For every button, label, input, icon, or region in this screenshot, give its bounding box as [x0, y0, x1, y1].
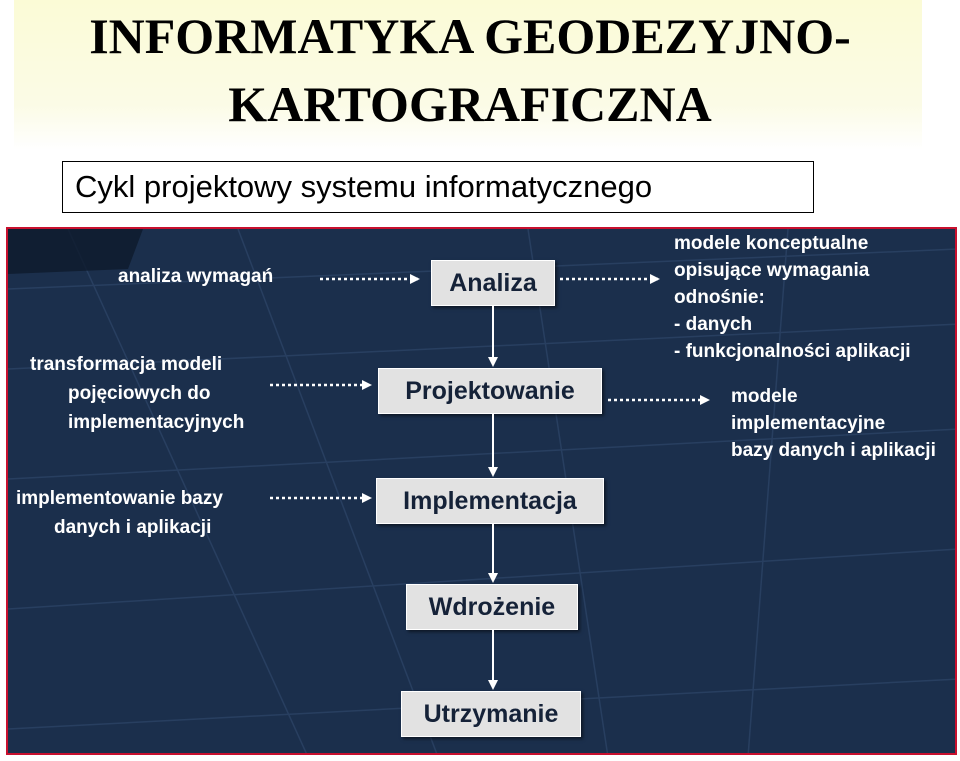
- connector-arrows: [8, 229, 957, 755]
- step-implementacja: Implementacja: [376, 478, 604, 524]
- step-analiza: Analiza: [431, 260, 555, 306]
- note-implementowanie: implementowanie bazy danych i aplikacji: [16, 488, 223, 538]
- step-utrzymanie: Utrzymanie: [401, 691, 581, 737]
- note-transformacja-modeli: transformacja modeli pojęciowych do implementacyjnych: [30, 354, 245, 433]
- note-modele-konceptualne: modele konceptualne opisujące wymagania odnośnie: - danych - funkcjonalności aplikacji: [674, 233, 911, 362]
- subtitle-box: Cykl projektowy systemu informatycznego: [62, 161, 814, 213]
- step-wdrozenie: Wdrożenie: [406, 584, 578, 630]
- page-title-line-1: INFORMATYKA GEODEZYJNO-: [89, 8, 851, 64]
- note-modele-implementacyjne: modele implementacyjne bazy danych i aplikacji: [731, 386, 936, 461]
- page-title-line-2: KARTOGRAFICZNA: [228, 76, 712, 132]
- step-projektowanie: Projektowanie: [378, 368, 602, 414]
- note-analiza-wymagan: analiza wymagań: [118, 266, 274, 287]
- diagram-panel: [6, 227, 957, 755]
